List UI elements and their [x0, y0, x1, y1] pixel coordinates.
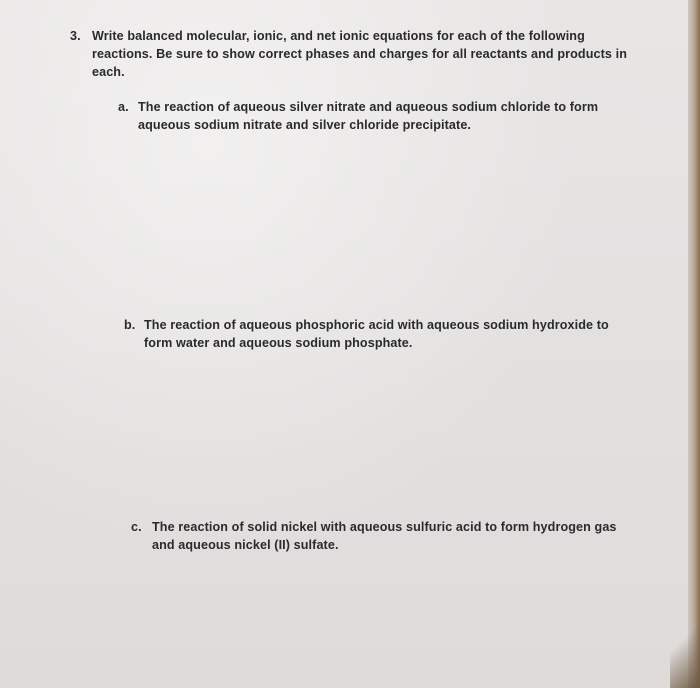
- part-c-text: The reaction of solid nickel with aqueous sulfuric acid to form hydrogen gas and aqueous nickel (II) sulfate.: [152, 520, 617, 552]
- part-c-letter: c.: [131, 520, 142, 534]
- question-number: 3.: [70, 29, 81, 43]
- part-b-text: The reaction of aqueous phosphoric acid with aqueous sodium hydroxide to form water and aqueous sodium phosphate.: [144, 318, 609, 350]
- part-a-letter: a.: [118, 100, 129, 114]
- part-a-text: The reaction of aqueous silver nitrate and aqueous sodium chloride to form aqueous sodium nitrate and silver chloride precipitate.: [138, 100, 599, 132]
- table-edge: [688, 0, 700, 688]
- question-text: Write balanced molecular, ionic, and net ionic equations for each of the following reactions. Be sure to show correct phases and charges for all reactants and products in each.: [92, 29, 627, 79]
- shadow-corner: [670, 608, 700, 688]
- part-b-letter: b.: [124, 318, 136, 332]
